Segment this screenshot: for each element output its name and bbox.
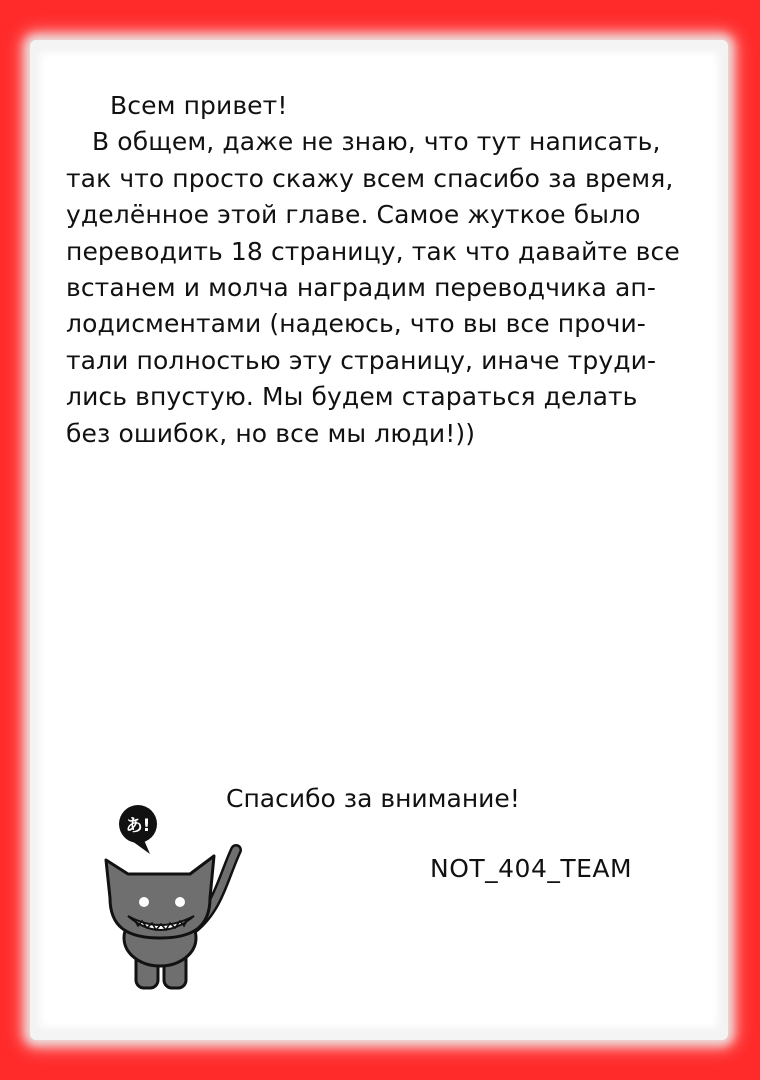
speech-bubble-icon	[119, 805, 157, 854]
letter-line: тали полностью эту страницу, иначе труди-	[66, 345, 657, 375]
letter-line: так что просто скажу всем спасибо за время,	[66, 163, 674, 193]
letter-line: уделённое этой главе. Самое жуткое было	[66, 200, 641, 230]
letter-line: лись впустую. Мы будем стараться делать	[66, 382, 638, 412]
grinning-cat-icon	[98, 798, 248, 998]
speech-bubble-glyph: あ!	[125, 816, 151, 836]
letter-line: встанем и молча наградим переводчика ап-	[66, 273, 656, 303]
greeting: Всем привет!	[110, 91, 288, 120]
team-signature: NOT_404_TEAM	[430, 854, 633, 883]
letter-line: лодисментами (надеюсь, что вы все прочи-	[66, 309, 646, 339]
letter-line: переводить 18 страницу, так что давайте все	[66, 236, 680, 266]
thanks-text: Спасибо за внимание!	[226, 784, 520, 813]
letter-body	[66, 88, 716, 452]
letter-line: без ошибок, но все мы люди!))	[66, 418, 476, 448]
letter-line: В общем, даже не знаю, что тут написать,	[92, 127, 661, 157]
